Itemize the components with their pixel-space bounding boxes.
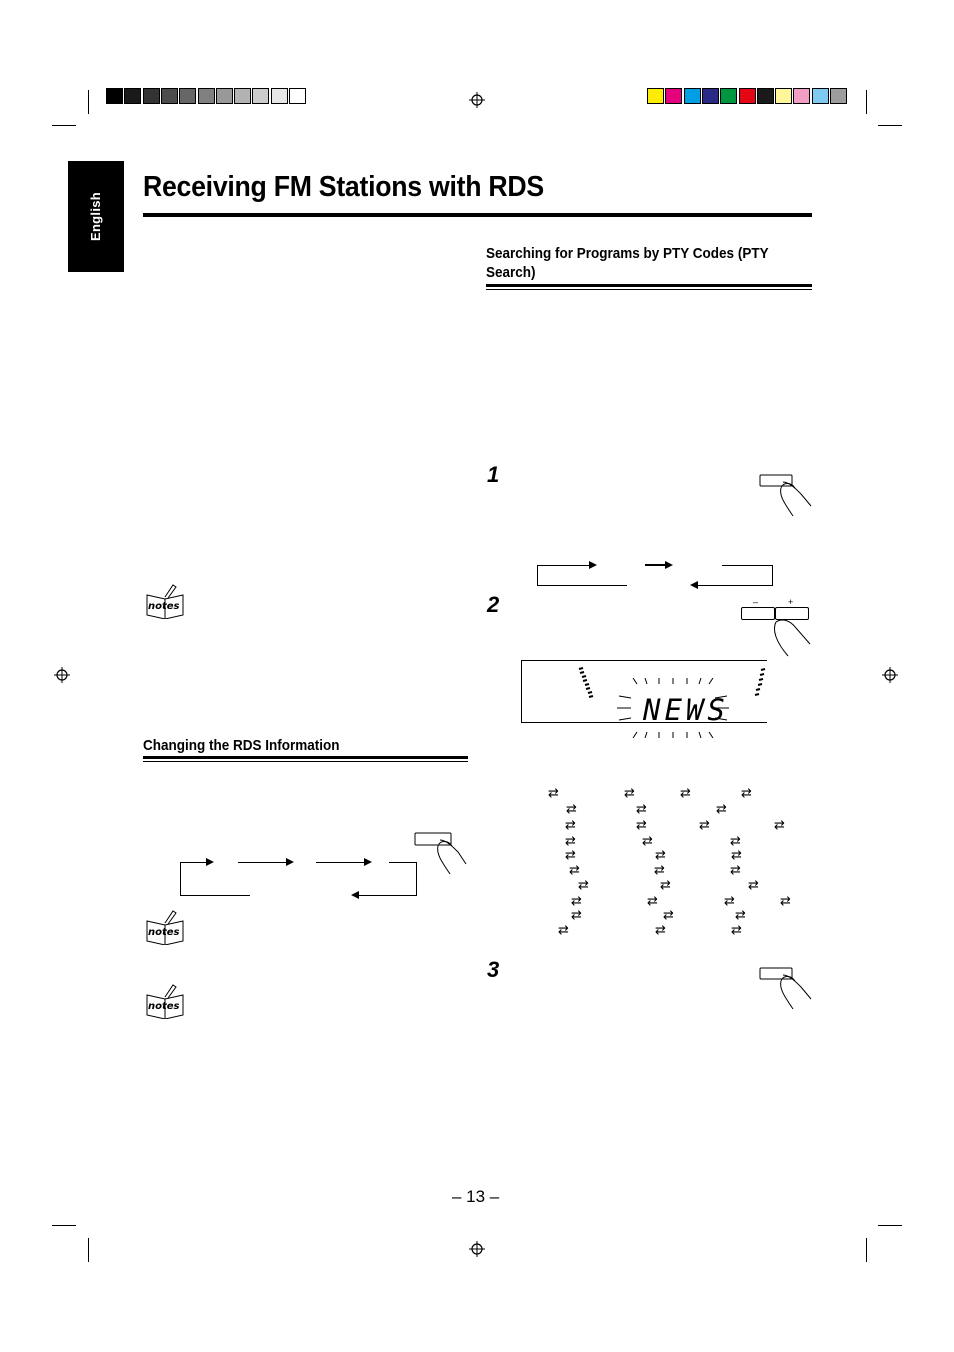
exchange-arrow-icon: ⇄ <box>680 786 691 801</box>
exchange-arrow-icon: ⇄ <box>647 894 658 909</box>
gray-swatch <box>143 88 160 104</box>
exchange-arrow-icon: ⇄ <box>730 863 741 878</box>
flow-arrow-icon <box>206 858 214 866</box>
crop-mark <box>866 90 867 114</box>
crop-mark <box>878 1225 902 1226</box>
color-swatch <box>702 88 719 104</box>
pty-search-heading: Searching for Programs by PTY Codes (PTY Search) <box>486 245 769 281</box>
flow-line <box>358 895 417 896</box>
signal-indicator-icon <box>576 665 598 701</box>
notes-label: notes <box>148 927 180 938</box>
flow-line <box>537 565 591 566</box>
exchange-arrow-icon: ⇄ <box>655 923 666 938</box>
color-swatch <box>665 88 682 104</box>
gray-swatch <box>179 88 196 104</box>
flow-line <box>180 895 250 896</box>
gray-swatch <box>216 88 233 104</box>
exchange-arrow-icon: ⇄ <box>730 834 741 849</box>
gray-swatch <box>289 88 306 104</box>
color-swatch <box>684 88 701 104</box>
exchange-arrow-icon: ⇄ <box>780 894 791 909</box>
crop-mark <box>88 90 89 114</box>
title-rule <box>143 213 812 217</box>
step-number: 3 <box>487 957 500 982</box>
exchange-arrow-icon: ⇄ <box>565 834 576 849</box>
changing-rds-heading: Changing the RDS Information <box>143 737 340 754</box>
press-button-icon <box>757 967 813 1013</box>
flow-line <box>180 862 208 863</box>
exchange-arrow-icon: ⇄ <box>636 802 647 817</box>
color-swatch <box>739 88 756 104</box>
registration-mark-icon <box>882 667 898 683</box>
section-rule <box>486 289 812 290</box>
exchange-arrow-icon: ⇄ <box>716 802 727 817</box>
flow-line <box>389 862 416 863</box>
minus-label: – <box>753 597 759 607</box>
display-text: NEWS <box>643 693 729 727</box>
plus-label: + <box>788 597 794 607</box>
flow-line <box>645 564 667 566</box>
language-text: English <box>88 191 104 242</box>
step-number: 2 <box>487 592 500 617</box>
crop-mark <box>878 125 902 126</box>
exchange-arrow-icon: ⇄ <box>699 818 710 833</box>
flow-arrow-icon <box>665 561 673 569</box>
section-rule <box>486 284 812 287</box>
color-swatch <box>830 88 847 104</box>
exchange-arrow-icon: ⇄ <box>578 878 589 893</box>
flow-line <box>697 585 773 586</box>
step-number: 1 <box>487 462 500 487</box>
notes-icon <box>143 583 187 619</box>
exchange-arrow-icon: ⇄ <box>741 786 752 801</box>
crop-mark <box>866 1238 867 1262</box>
exchange-arrow-icon: ⇄ <box>774 818 785 833</box>
gray-swatch <box>271 88 288 104</box>
flow-arrow-icon <box>589 561 597 569</box>
notes-icon <box>143 909 187 945</box>
exchange-arrow-icon: ⇄ <box>624 786 635 801</box>
exchange-arrow-icon: ⇄ <box>565 818 576 833</box>
gray-swatch <box>106 88 123 104</box>
gray-swatch <box>198 88 215 104</box>
finger-icon <box>766 618 814 658</box>
color-swatch <box>775 88 792 104</box>
gray-swatch <box>252 88 269 104</box>
exchange-arrow-icon: ⇄ <box>654 863 665 878</box>
crop-mark <box>88 1238 89 1262</box>
registration-mark-icon <box>54 667 70 683</box>
gray-swatch <box>124 88 141 104</box>
section-rule <box>143 761 468 762</box>
color-swatch <box>647 88 664 104</box>
exchange-arrow-icon: ⇄ <box>731 923 742 938</box>
flow-line <box>238 862 288 863</box>
registration-mark-icon <box>469 1241 485 1257</box>
exchange-arrow-icon: ⇄ <box>569 863 580 878</box>
language-tab-label <box>68 161 124 272</box>
notes-icon <box>143 983 187 1019</box>
flow-line <box>416 862 417 895</box>
flow-line <box>722 565 772 566</box>
flow-line <box>537 585 627 586</box>
notes-label: notes <box>148 601 180 612</box>
signal-indicator-icon <box>752 665 770 701</box>
notes-label: notes <box>148 1001 180 1012</box>
flow-arrow-icon <box>690 581 698 589</box>
flow-arrow-icon <box>286 858 294 866</box>
flow-line <box>772 565 773 586</box>
registration-mark-icon <box>469 92 485 108</box>
exchange-arrow-icon: ⇄ <box>724 894 735 909</box>
exchange-arrow-icon: ⇄ <box>636 818 647 833</box>
exchange-arrow-icon: ⇄ <box>642 834 653 849</box>
press-button-icon <box>757 474 813 520</box>
page-title: Receiving FM Stations with RDS <box>143 171 544 203</box>
exchange-arrow-icon: ⇄ <box>748 878 759 893</box>
exchange-arrow-icon: ⇄ <box>663 908 674 923</box>
crop-mark <box>52 125 76 126</box>
exchange-arrow-icon: ⇄ <box>548 786 559 801</box>
color-swatch <box>757 88 774 104</box>
exchange-arrow-icon: ⇄ <box>660 878 671 893</box>
gray-swatch <box>161 88 178 104</box>
color-swatch <box>793 88 810 104</box>
flow-line <box>537 565 538 586</box>
exchange-arrow-icon: ⇄ <box>571 894 582 909</box>
flow-arrow-icon <box>351 891 359 899</box>
exchange-arrow-icon: ⇄ <box>731 848 742 863</box>
section-rule <box>143 756 468 759</box>
color-swatch <box>812 88 829 104</box>
gray-swatch <box>234 88 251 104</box>
exchange-arrow-icon: ⇄ <box>558 923 569 938</box>
exchange-arrow-icon: ⇄ <box>571 908 582 923</box>
flow-line <box>316 862 366 863</box>
flow-line <box>180 862 181 895</box>
color-swatch <box>720 88 737 104</box>
exchange-arrow-icon: ⇄ <box>565 848 576 863</box>
exchange-arrow-icon: ⇄ <box>735 908 746 923</box>
exchange-arrow-icon: ⇄ <box>566 802 577 817</box>
exchange-arrow-icon: ⇄ <box>655 848 666 863</box>
flow-arrow-icon <box>364 858 372 866</box>
press-button-icon <box>412 832 468 878</box>
page-number: – 13 – <box>452 1187 500 1206</box>
crop-mark <box>52 1225 76 1226</box>
